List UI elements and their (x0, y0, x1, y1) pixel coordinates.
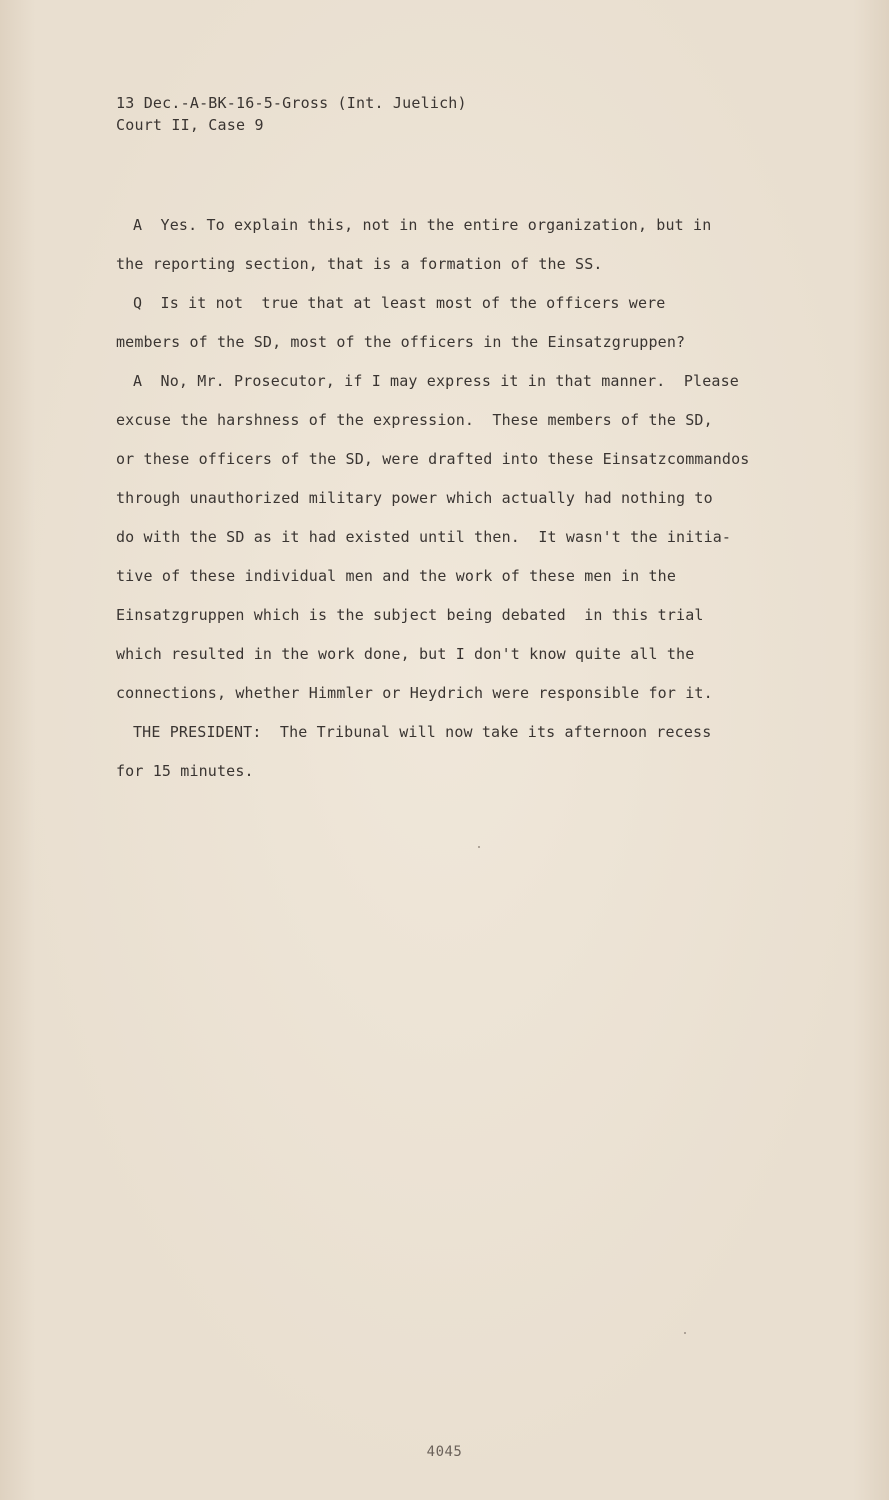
transcript-line: tive of these individual men and the work of these men in the (116, 567, 677, 585)
paper-speck (684, 1332, 686, 1334)
page-number: 4045 (426, 1444, 463, 1460)
transcript-line: the reporting section, that is a formation of the SS. (116, 255, 603, 273)
transcript-line: through unauthorized military power which actually had nothing to (116, 489, 713, 507)
transcript-body (116, 206, 776, 791)
transcript-line: connections, whether Himmler or Heydrich were responsible for it. (116, 684, 713, 702)
transcript-line: Einsatzgruppen which is the subject being debated in this trial (116, 606, 704, 624)
transcript-line: A No, Mr. Prosecutor, if I may express it in that manner. Please (133, 372, 739, 390)
header-court-line: Court II, Case 9 (116, 116, 264, 134)
transcript-line: or these officers of the SD, were drafted into these Einsatzcommandos (116, 450, 750, 468)
transcript-line: members of the SD, most of the officers in the Einsatzgruppen? (116, 333, 686, 351)
transcript-line: Q Is it not true that at least most of the officers were (133, 294, 666, 312)
transcript-line: do with the SD as it had existed until then. It wasn't the initia- (116, 528, 732, 546)
header-session-line: 13 Dec.-A-BK-16-5-Gross (Int. Juelich) (116, 94, 467, 112)
transcript-line: which resulted in the work done, but I don't know quite all the (116, 645, 695, 663)
transcript-line: A Yes. To explain this, not in the entire organization, but in (133, 216, 712, 234)
transcript-line: excuse the harshness of the expression. These members of the SD, (116, 411, 713, 429)
transcript-line: THE PRESIDENT: The Tribunal will now take its afternoon recess (133, 723, 712, 741)
transcript-line: for 15 minutes. (116, 762, 254, 780)
document-header (116, 92, 467, 136)
paper-speck (478, 846, 480, 848)
